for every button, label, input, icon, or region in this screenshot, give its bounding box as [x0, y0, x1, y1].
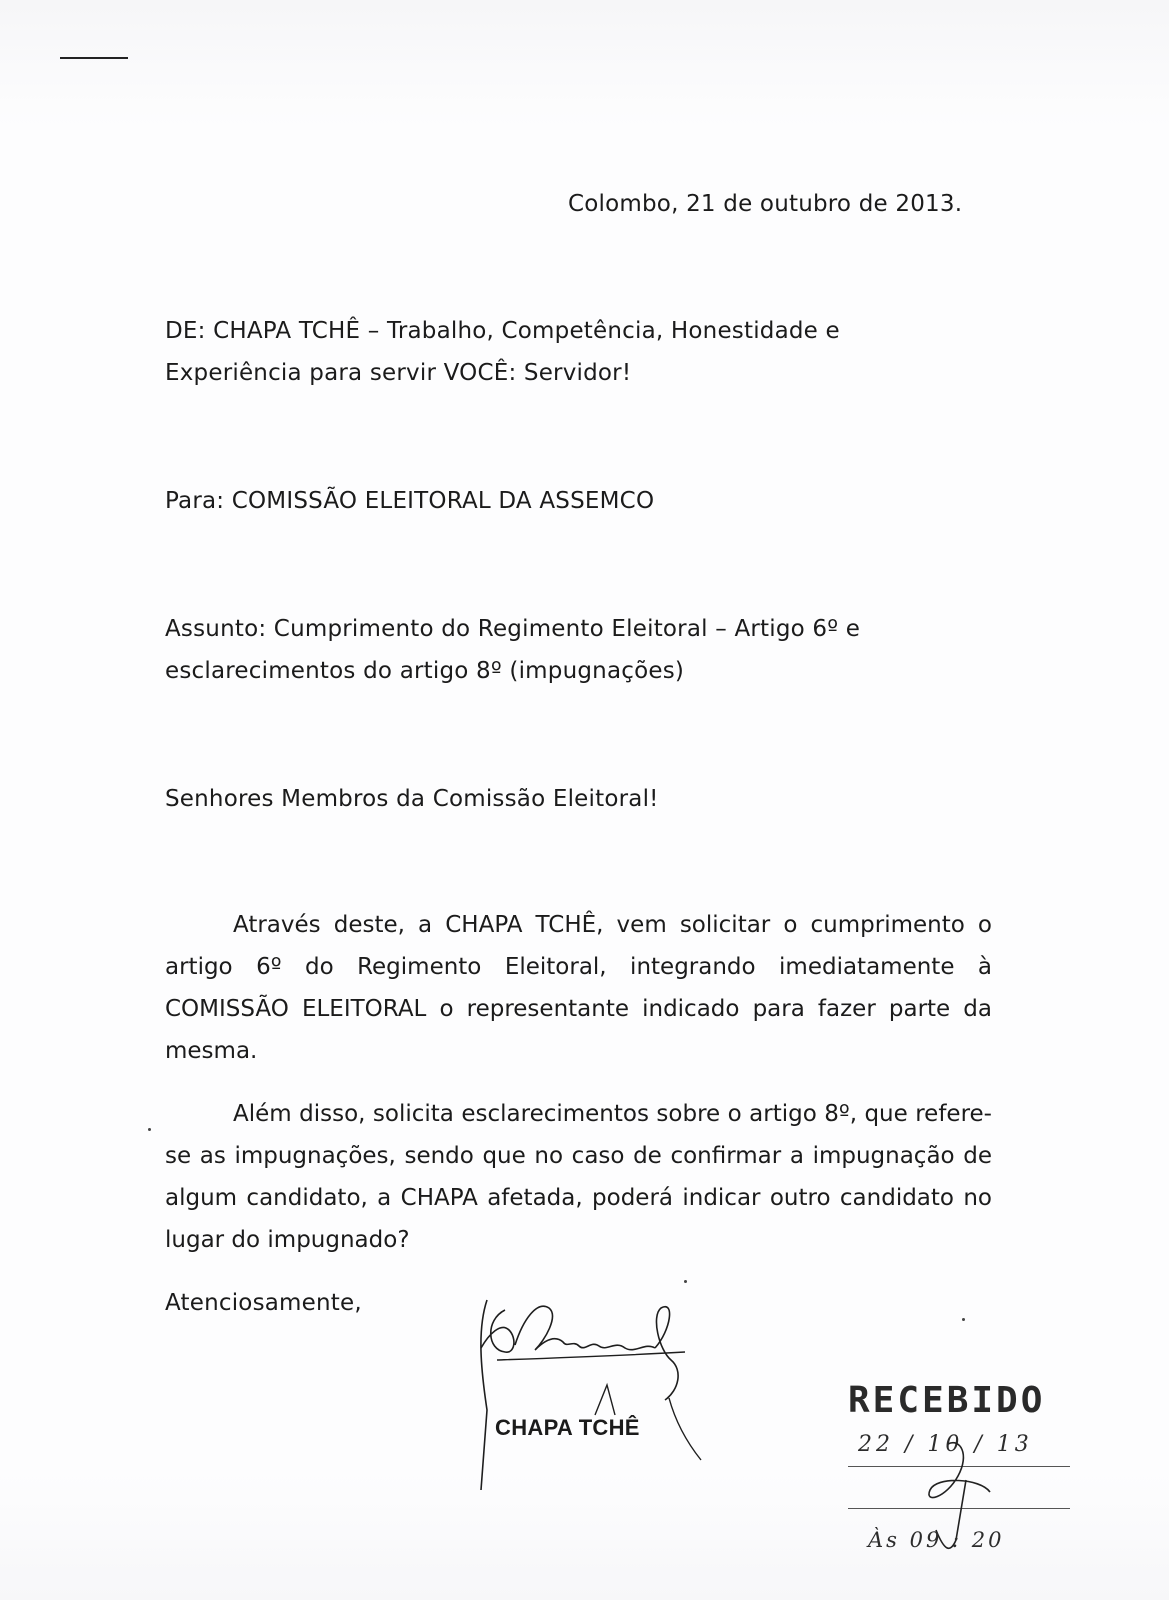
subject-line-1: Assunto: Cumprimento do Regimento Eleitoral – Artigo 6º e: [165, 616, 861, 642]
stamp-title: RECEBIDO: [848, 1380, 1046, 1421]
handwritten-signature: [475, 1290, 715, 1500]
salutation: Senhores Membros da Comissão Eleitoral!: [165, 786, 659, 812]
body-paragraph-2: Além disso, solicita esclarecimentos sobre o artigo 8º, que refere-se as impugnações, sendo que no caso de confirmar a impugnação de algum candidato, a CHAPA afetada, poderá indicar outro candidato no lugar do impugnado?: [165, 1101, 992, 1253]
stamp-time: Às 09 : 20: [868, 1528, 1005, 1552]
scan-speck: [684, 1280, 687, 1283]
date-line: Colombo, 21 de outubro de 2013.: [568, 191, 963, 217]
subject-block: [165, 608, 860, 692]
sender-block: [165, 310, 840, 394]
body-paragraph-1: Através deste, a CHAPA TCHÊ, vem solicitar o cumprimento o artigo 6º do Regimento Eleitoral, integrando imediatamente à COMISSÃO ELEITORAL o representante indicado para fazer parte da mesma.: [165, 912, 992, 1064]
closing: Atenciosamente,: [165, 1290, 362, 1316]
subject-line-2: esclarecimentos do artigo 8º (impugnações): [165, 658, 685, 684]
recipient-line: Para: COMISSÃO ELEITORAL DA ASSEMCO: [165, 488, 655, 514]
received-stamp: [840, 1380, 1080, 1580]
stamp-date: 22 / 10 / 13: [858, 1432, 1033, 1457]
sender-line-2: Experiência para servir VOCÊ: Servidor!: [165, 360, 632, 386]
sender-line-1: DE: CHAPA TCHÊ – Trabalho, Competência, Honestidade e: [165, 318, 840, 344]
scan-speck: [962, 1318, 965, 1321]
signature-name: CHAPA TCHÊ: [495, 1415, 640, 1440]
scan-speck: [148, 1128, 151, 1131]
top-rule-mark: [60, 57, 128, 59]
signature-block: [475, 1290, 715, 1500]
